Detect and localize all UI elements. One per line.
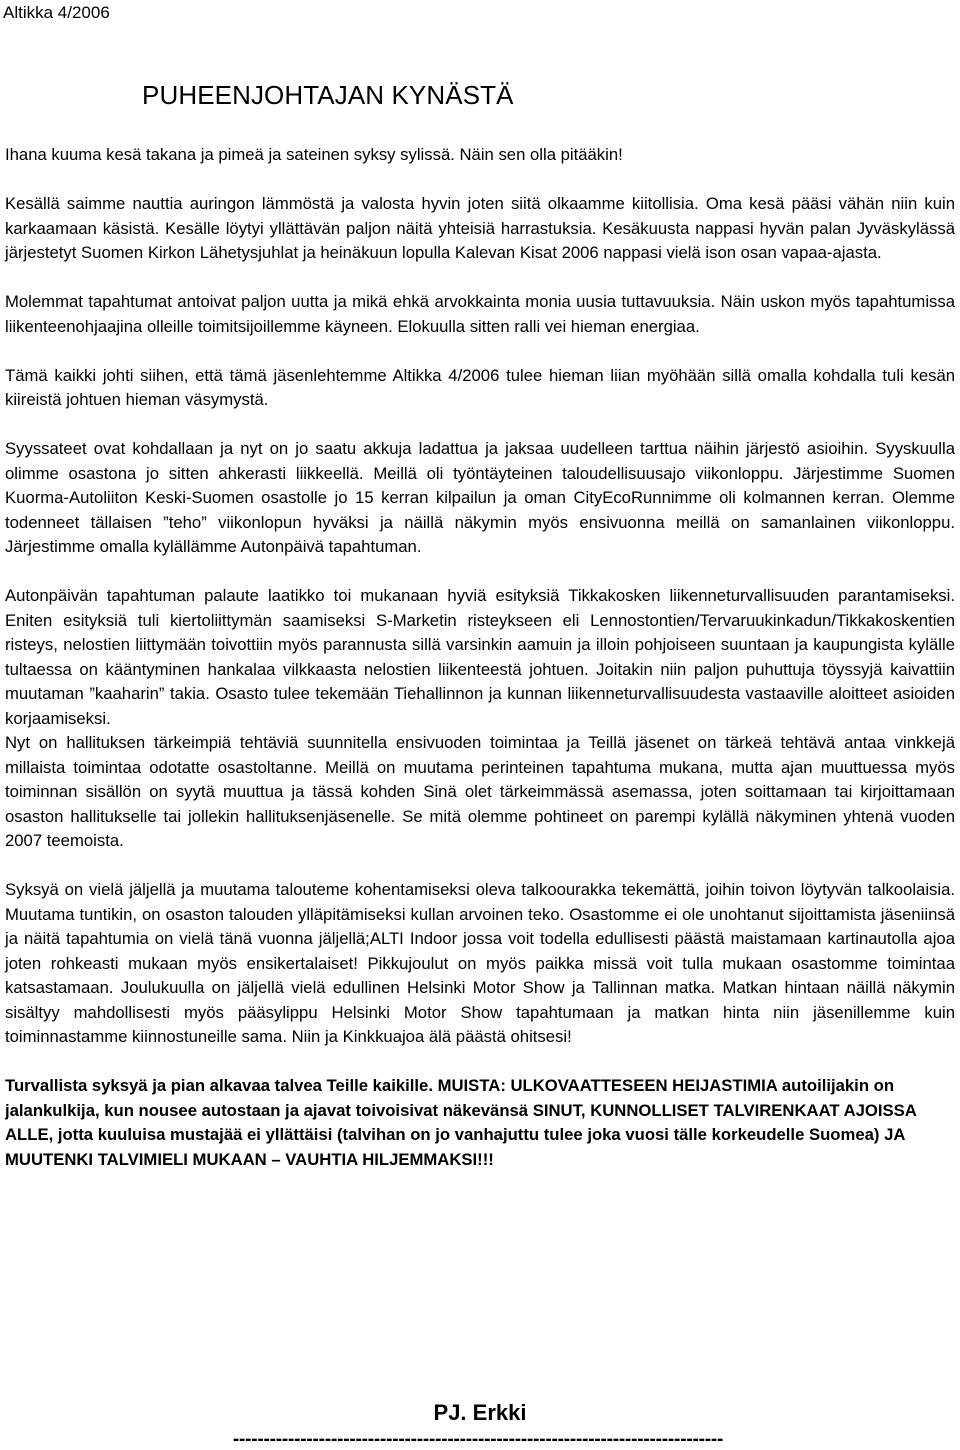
- paragraph-feedback: Autonpäivän tapahtuman palaute laatikko toi mukanaan hyviä esityksiä Tikkakosken liikenneturvallisuuden parantamiseksi. Eniten esityksiä tuli kiertoliittymän saamiseksi S-Marketin risteykseen eli Lennostontien/Tervaruukinkadun/Tikkakoskentien risteys, nelostien liittymään toivottiin myös parannusta sillä varsinkin aamuin ja illoin pohjoiseen suuntaan ja kaupungista kylälle tultaessa on kääntyminen hankalaa vilkkaasta nelostien liikenteestä johtuen. Joitakin niin paljon puhuttuja töyssyjä kaivattiin muutaman ”kaaharin” takia. Osasto tulee tekemään Tiehallinnon ja kunnan liikenneturvallisuudesta vastaaville aloitteet asioiden korjaamiseksi.: [5, 586, 955, 728]
- signature: PJ. Erkki: [433, 1400, 527, 1425]
- paragraph-delay: Tämä kaikki johti siihen, että tämä jäsenlehtemme Altikka 4/2006 tulee hieman liian myöhään sillä omalla kohdalla tuli kesän kiireistä johtuen hieman väsymystä.: [5, 365, 955, 409]
- article-body: [5, 143, 955, 1197]
- paragraph-intro: Ihana kuuma kesä takana ja pimeä ja sateinen syksy sylissä. Näin sen olla pitääkin!: [5, 145, 623, 164]
- issue-label: Altikka 4/2006: [3, 3, 110, 22]
- paragraph-summer: Kesällä saimme nauttia auringon lämmöstä ja valosta hyvin joten siitä olkaamme kiitollisia. Oma kesä pääsi vähän niin kuin karkaamaan käsistä. Kesälle löytyi yllättävän paljon näitä yhteisiä harrastuksia. Kesäkuusta nappasi hyvän palan Jyväskylässä järjestetyt Suomen Kirkon Lähetysjuhlat ja heinäkuun lopulla Kalevan Kisat 2006 nappasi vielä ison osan vapaa-ajasta.: [5, 194, 955, 262]
- article-title: PUHEENJOHTAJAN KYNÄSTÄ: [142, 80, 514, 110]
- dashed-divider: --------------------------------------------------------------------------------: [232, 1429, 724, 1450]
- paragraph-planning: Nyt on hallituksen tärkeimpiä tehtäviä suunnitella ensivuoden toimintaa ja Teillä jäsenet on tärkeä tehtävä antaa vinkkejä millaista toimintaa odotatte osastoltanne. Meillä on muutama perinteinen tapahtuma mukana, mutta ajan muuttuessa myös toiminnan sisällön on syytä muuttua ja tässä kohden Sinä olet tärkeimmässä asemassa, joten soittamaan tai kirjoittamaan osaston hallitukselle tai jollekin hallituksenjäsenelle. Se mitä olemme pohtineet on parempi kylällä näkyminen yhtenä vuoden 2007 teemoista.: [5, 733, 955, 850]
- paragraph-events-ahead: Syksyä on vielä jäljellä ja muutama talouteme kohentamiseksi oleva talkoourakka tekemättä, joihin toivon löytyvän talkoolaisia. Muutama tuntikin, on osaston talouden ylläpitämiseksi kullan arvoinen teko. Osastomme ei ole unohtanut sijoittamista jäseniinsä ja näitä tapahtumia on vielä tänä vuonna jäljellä;ALTI Indoor jossa voit todella edullisesti päästä maistamaan kartinautolla ajoa joten rohkeasti mukaan myös ensikertalaiset! Pikkujoulut on myös paikka missä voit tulla mukaan osastomme toimintaa katsastamaan. Joulukuulla on jäljellä vielä edullinen Helsinki Motor Show ja Tallinnan matka. Matkan hintaan näillä näkymin sisältyy mahdollisesti myös pääsylippu Helsinki Motor Show tapahtumaan ja matkan hinta niin jäsenillemme kuin toiminnastamme kiinnostuneille sama. Niin ja Kinkkuajoa älä päästä ohitsesi!: [5, 880, 955, 1046]
- paragraph-autumn: Syyssateet ovat kohdallaan ja nyt on jo saatu akkuja ladattua ja jaksaa uudelleen tarttua näihin järjestö asioihin. Syyskuulla olimme osastona jo sitten ahkerasti liikkeellä. Meillä oli työntäyteinen taloudellisuusajo viikonloppu. Järjestimme Suomen Kuorma-Autoliiton Keski-Suomen osastolle jo 15 kerran kilpailun ja oman CityEcoRunnimme oli kolmannen kerran. Olemme todenneet tällaisen ”teho” viikonlopun hyväksi ja näillä näkymin myös ensivuonna meillä on samanlainen viikonloppu. Järjestimme omalla kylällämme Autonpäivä tapahtuman.: [5, 439, 955, 556]
- closing-message: Turvallista syksyä ja pian alkavaa talvea Teille kaikille. MUISTA: ULKOVAATTESEEN HEIJASTIMIA autoilijakin on jalankulkija, kun nousee autostaan ja ajavat toivoisivat näkevänsä SINUT, KUNNOLLISET TALVIRENKAAT AJOISSA ALLE, jotta kuuluisa mustajää ei yllättäisi (talvihan on jo vanhajuttu tulee joka vuosi tälle korkeudelle Suomea) JA MUUTENKI TALVIMIELI MUKAAN – VAUHTIA HILJEMMAKSI!!!: [5, 1076, 917, 1169]
- paragraph-events: Molemmat tapahtumat antoivat paljon uutta ja mikä ehkä arvokkainta monia uusia tuttavuuksia. Näin uskon myös tapahtumissa liikenteenohjaajina olleille toimitsijoillemme käyneen. Elokuulla sitten ralli vei hieman energiaa.: [5, 292, 955, 336]
